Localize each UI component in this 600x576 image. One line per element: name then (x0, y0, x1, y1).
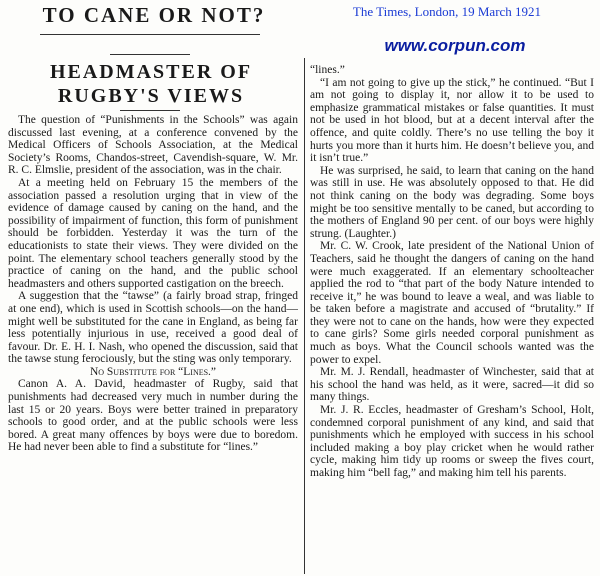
subhead-line-1: HEADMASTER OF (49, 61, 253, 83)
headline-rule (40, 34, 260, 35)
source-caption: The Times, London, 19 March 1921 (352, 4, 542, 19)
paragraph: A suggestion that the “tawse” (a fairly broad strap, fringed at one end), which is used in Scottish schools—on the hand—might well be substituted for the cane in England, as being far less potentially injurious in use, received a good deal of favour. Dr. E. H. I. Nash, who opened the discussion, said that the tawse stung ferociously, but the sting was only temporary. (8, 290, 298, 366)
paragraph: Mr. C. W. Crook, late president of the National Union of Teachers, said he thought the dangers of caning on the hand were much exaggerated. If an elementary schoolteacher applied the rod to “that part of the body Nature intended to receive it,” he was bound to leave a weal, and was liable to be taken before a magistrate and accused of “brutality.” If they were not to cane on the hands, how were they expected to cane girls? Some girls needed corporal punishment as much as boys. What the Council schools wanted was the power to expel. (310, 240, 594, 366)
left-column (8, 114, 298, 574)
subhead-line-2: RUGBY'S VIEWS (57, 85, 245, 107)
paragraph: At a meeting held on February 15 the members of the association passed a resolution urging that in view of the evidence of damage caused by caning on the hand, and the possibility of impairment of function, this form of punishment should be forbidden. Yesterday it was the turn of the educationists to state their views. They were divided on the point. The elementary school teachers generally stood by the practice of caning on the hand, and the public school headmasters and others supported castigation on the breech. (8, 176, 298, 290)
paragraph: “I am not going to give up the stick,” he continued. “But I am not going to display it, nor allow it to be used to emphasize grammatical mistakes or false quantities. It must not be used in hot blood, but at a decent interval after the offence, and quite coldly. There’s no use telling the boy it hurts you more than it hurts him. He doesn’t believe you, and it isn’t true.” (310, 76, 594, 165)
headline: TO CANE OR NOT? (42, 3, 266, 27)
paragraph: Mr. J. R. Eccles, headmaster of Gresham’s School, Holt, condemned corporal punishment of any kind, and said that punishments which he employed with success in his school included making a boy play cricket when he would rather cycle, making him tidy up rooms or sweep the fives court, making him “bell fag,” and making him tell his parents. (310, 404, 594, 479)
paragraph: “lines.” (310, 64, 345, 76)
subhead-rule (110, 54, 190, 55)
paragraph: He was surprised, he said, to learn that caning on the hand was still in use. He was absolutely opposed to that. He did not think caning on the body was degrading. Some boys might be too sensitive mentally to be caned, but according to the mothers of England 90 per cent. of our boys were highly strung. (Laughter.) (310, 164, 594, 240)
paragraph: The question of “Punishments in the Schools” was again discussed last evening, at a conference convened by the Medical Officers of Schools Association, at the Medical Society’s Rooms, Chandos-street, Cavendish-square, W. Mr. R. C. Elmslie, president of the association, was in the chair. (8, 114, 298, 177)
subhead-bottom-rule (120, 110, 180, 111)
paragraph: Mr. M. J. Rendall, headmaster of Winchester, said that at his school the hand was held, as it were, sacred—it did so many things. (310, 366, 594, 404)
paragraph: Canon A. A. David, headmaster of Rugby, said that punishments had decreased very much in number during the last 15 or 20 years. Boys were better trained in preparatory schools to good order, and at the public schools were less bored. A great many offences by boys were due to boredom. He had never been able to find a substitute for “lines.” (8, 378, 298, 454)
right-column (310, 64, 594, 574)
column-divider (304, 58, 305, 574)
site-watermark: www.corpun.com (384, 36, 526, 55)
section-subheading: No Substitute for “Lines.” (89, 365, 217, 378)
